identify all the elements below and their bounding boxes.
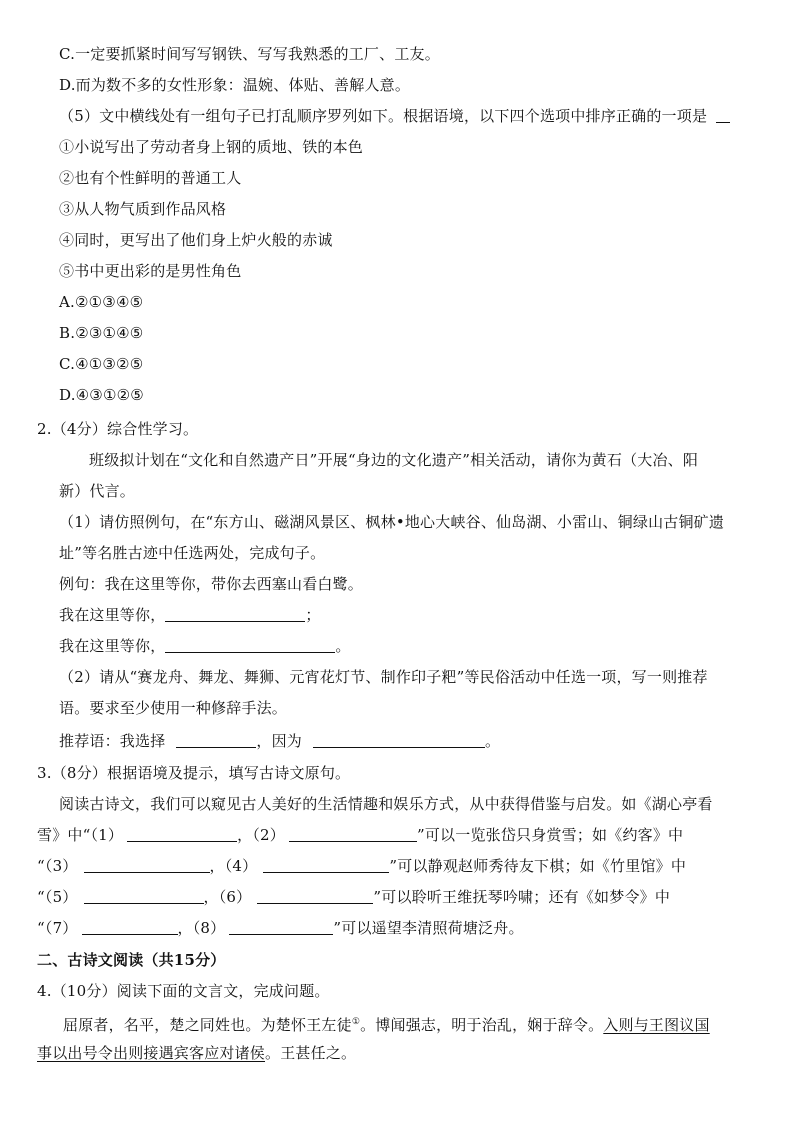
q4-text: 。王甚任之。: [265, 1044, 357, 1062]
q4-header: 4.（10分）阅读下面的文言文，完成问题。: [37, 982, 330, 1000]
q3-text: ”可以一览张岱只身赏雪；如《约客》中: [416, 826, 684, 844]
q3-line3: [37, 855, 686, 877]
q3-text: ，（2）: [237, 826, 285, 844]
section-title: 二、古诗文阅读（共15分）: [37, 951, 226, 969]
q3-header: 3.（8分）根据语境及提示，填写古诗文原句。: [37, 764, 351, 782]
q2-fill-line1: [59, 604, 321, 626]
q3-text: “（7）: [37, 919, 78, 937]
sentence-2: ②也有个性鲜明的普通工人: [59, 169, 242, 187]
answer-blank[interactable]: [127, 825, 237, 842]
answer-blank[interactable]: [716, 106, 730, 123]
answer-blank[interactable]: [289, 825, 417, 842]
q5-stem: [59, 105, 730, 127]
answer-blank[interactable]: [82, 918, 178, 935]
choice-b: B.②③①④⑤: [59, 324, 144, 342]
q2-intro-line1: 班级拟计划在“文化和自然遗产日”开展“身边的文化遗产”相关活动，请你为黄石（大冶、阳: [89, 451, 699, 469]
answer-blank[interactable]: [263, 856, 389, 873]
sentence-4: ④同时，更写出了他们身上炉火般的赤诚: [59, 231, 333, 249]
fill-end: 。: [335, 637, 351, 655]
q3-text: 雪》中“（1）: [37, 826, 124, 844]
q4-text: 。博闻强志，明于治乱，娴于辞令。: [360, 1016, 604, 1034]
q2-fill-line2: [59, 635, 351, 657]
q2-part1-line2: 址”等名胜古迹中任选两处，完成句子。: [59, 544, 326, 562]
recommend-because: ，因为: [256, 732, 302, 750]
answer-blank[interactable]: [165, 605, 305, 622]
q3-line5: [37, 917, 524, 939]
fill-end: ；: [305, 606, 321, 624]
choice-d: D.④③①②⑤: [59, 386, 144, 404]
q3-text: “（3）: [37, 857, 78, 875]
fill-prefix: 我在这里等你，: [59, 606, 166, 624]
q3-text: ”可以遥望李清照荷塘泛舟。: [333, 919, 524, 937]
q2-part2-line1: （2）请从“赛龙舟、舞龙、舞狮、元宵花灯节、制作印子粑”等民俗活动中任选一项，写一则推荐: [59, 668, 708, 686]
q5-stem-text: （5）文中横线处有一组句子已打乱顺序罗列如下。根据语境，以下四个选项中排序正确的一项是: [59, 107, 708, 125]
sentence-5: ⑤书中更出彩的是男性角色: [59, 262, 242, 280]
answer-blank[interactable]: [165, 636, 335, 653]
answer-blank[interactable]: [313, 731, 485, 748]
recommend-label: 推荐语：我选择: [59, 732, 166, 750]
q2-intro-line2: 新）代言。: [59, 482, 136, 500]
choice-a: A.②①③④⑤: [59, 293, 144, 311]
q4-text-line1: [63, 1011, 710, 1036]
q3-line2: [37, 824, 683, 846]
q2-recommend-line: [59, 730, 500, 752]
q3-text: ”可以聆听王维抚琴吟啸；还有《如梦令》中: [373, 888, 671, 906]
q1-option-c: C.一定要抓紧时间写写钢铁、写写我熟悉的工厂、工友。: [59, 45, 440, 63]
q3-text: ，（6）: [203, 888, 252, 906]
answer-blank[interactable]: [84, 856, 210, 873]
choice-c: C.④①③②⑤: [59, 355, 144, 373]
underlined-sentence: 入则与王图议国: [603, 1016, 710, 1034]
q2-part1-line1: （1）请仿照例句，在“东方山、磁湖风景区、枫林•地心大峡谷、仙岛湖、小雷山、铜绿山古铜矿遗: [59, 513, 725, 531]
recommend-end: 。: [484, 732, 501, 750]
q4-text-line2: [37, 1042, 356, 1064]
q2-example: 例句：我在这里等你，带你去西塞山看白鹭。: [59, 575, 364, 593]
q3-line4: [37, 886, 670, 908]
q3-text: “（5）: [37, 888, 78, 906]
answer-blank[interactable]: [229, 918, 333, 935]
sentence-3: ③从人物气质到作品风格: [59, 200, 227, 218]
sentence-1: ①小说写出了劳动者身上钢的质地、铁的本色: [59, 138, 364, 156]
q4-text: 屈原者，名平，楚之同姓也。为楚怀王左徒: [63, 1016, 352, 1034]
answer-blank[interactable]: [176, 731, 256, 748]
q3-text: ，（8）: [177, 919, 226, 937]
answer-blank[interactable]: [257, 887, 373, 904]
q3-text: ”可以静观赵师秀待友下棋；如《竹里馆》中: [389, 857, 687, 875]
q2-header: 2.（4分）综合性学习。: [37, 420, 199, 438]
footnote-marker: ①: [351, 1017, 361, 1027]
fill-prefix: 我在这里等你，: [59, 637, 166, 655]
answer-blank[interactable]: [84, 887, 204, 904]
q1-option-d: D.而为数不多的女性形象：温婉、体贴、善解人意。: [59, 76, 411, 94]
q2-part2-line2: 语。要求至少使用一种修辞手法。: [59, 699, 288, 717]
underlined-sentence: 事以出号令出则接遇宾客应对诸侯: [37, 1044, 266, 1062]
q3-line1: 阅读古诗文，我们可以窥见古人美好的生活情趣和娱乐方式，从中获得借鉴与启发。如《湖心亭看: [59, 795, 713, 813]
q3-text: ，（4）: [209, 857, 258, 875]
